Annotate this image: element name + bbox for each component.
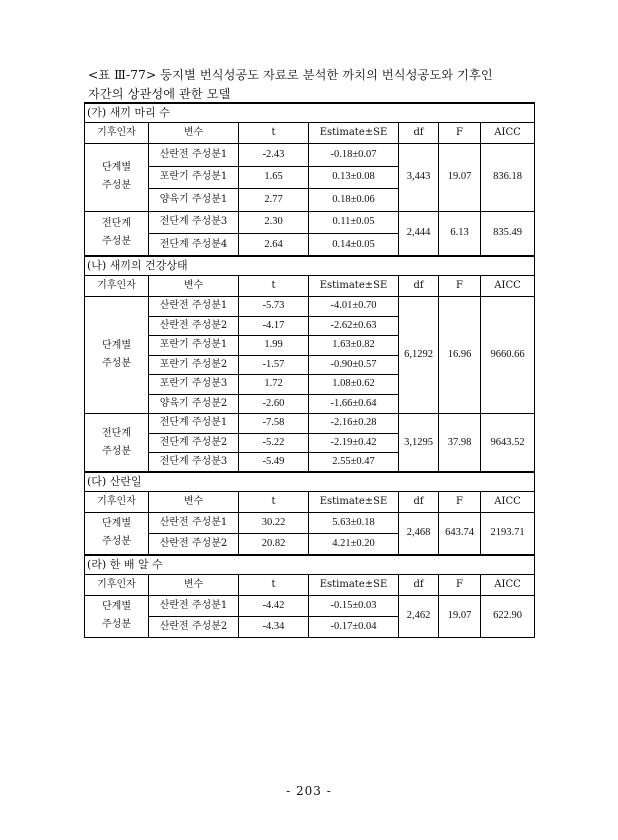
df-cell: 2,468: [399, 513, 439, 555]
df-cell: 3,1295: [399, 414, 439, 473]
column-header: t: [239, 276, 309, 297]
column-header: 변수: [149, 574, 239, 595]
factor-cell: [85, 211, 149, 256]
estimate-cell: 4.21±0.20: [309, 534, 399, 555]
variable-cell: 전단계 주성분1: [149, 414, 239, 434]
variable-cell: 전단계 주성분4: [149, 234, 239, 257]
header-row: [85, 123, 535, 144]
variable-cell: 양육기 주성분1: [149, 189, 239, 212]
factor-cell: [85, 414, 149, 473]
section-title: (나) 새끼의 건강상태: [85, 256, 535, 276]
table-caption: [88, 66, 538, 104]
column-header: df: [399, 574, 439, 595]
caption-line-1: <표 Ⅲ-77> 둥지별 번식성공도 자료로 분석한 까치의 번식성공도와 기후인: [88, 68, 493, 82]
variable-cell: 산란전 주성분1: [149, 144, 239, 167]
column-header: 변수: [149, 492, 239, 513]
estimate-cell: -0.90±0.57: [309, 355, 399, 375]
header-row: [85, 492, 535, 513]
table-row: [85, 144, 535, 167]
f-cell: 37.98: [439, 414, 481, 473]
factor-cell: [85, 595, 149, 637]
f-cell: 19.07: [439, 144, 481, 212]
t-cell: -5.73: [239, 297, 309, 317]
t-cell: 2.64: [239, 234, 309, 257]
column-header: AICC: [481, 123, 535, 144]
column-header: t: [239, 492, 309, 513]
section-title: (가) 새끼 마리 수: [85, 103, 535, 123]
column-header: 기후인자: [85, 123, 149, 144]
factor-cell: [85, 297, 149, 414]
t-cell: 30.22: [239, 513, 309, 534]
table-row: [85, 414, 535, 434]
t-cell: 1.65: [239, 166, 309, 189]
t-cell: -5.49: [239, 453, 309, 473]
column-header: AICC: [481, 574, 535, 595]
page-number: - 203 -: [286, 784, 332, 798]
estimate-cell: 1.08±0.62: [309, 375, 399, 395]
column-header: df: [399, 492, 439, 513]
variable-cell: 산란전 주성분2: [149, 616, 239, 637]
estimate-cell: -2.16±0.28: [309, 414, 399, 434]
header-row: [85, 276, 535, 297]
column-header: Estimate±SE: [309, 276, 399, 297]
estimate-cell: 5.63±0.18: [309, 513, 399, 534]
section-title-row: [85, 555, 535, 575]
column-header: AICC: [481, 492, 535, 513]
estimate-cell: -2.19±0.42: [309, 433, 399, 453]
factor-label: 주성분: [102, 236, 131, 248]
factor-label: 주성분: [102, 180, 131, 192]
variable-cell: 산란전 주성분2: [149, 534, 239, 555]
estimate-cell: -2.62±0.63: [309, 316, 399, 336]
variable-cell: 전단계 주성분2: [149, 433, 239, 453]
t-cell: 2.77: [239, 189, 309, 212]
f-cell: 19.07: [439, 595, 481, 637]
factor-label: 단계별: [102, 340, 131, 351]
estimate-cell: 0.11±0.05: [309, 211, 399, 234]
estimate-cell: 0.14±0.05: [309, 234, 399, 257]
section-title-row: [85, 256, 535, 276]
variable-cell: 포란기 주성분1: [149, 166, 239, 189]
t-cell: 1.72: [239, 375, 309, 395]
factor-label: 전단계: [102, 218, 131, 230]
table-row: [85, 211, 535, 234]
variable-cell: 전단계 주성분3: [149, 453, 239, 473]
factor-label: 주성분: [102, 619, 131, 630]
t-cell: -5.22: [239, 433, 309, 453]
aicc-cell: 835.49: [481, 211, 535, 256]
variable-cell: 산란전 주성분2: [149, 316, 239, 336]
table-row: [85, 595, 535, 616]
table-row: [85, 513, 535, 534]
column-header: 변수: [149, 123, 239, 144]
column-header: Estimate±SE: [309, 574, 399, 595]
column-header: df: [399, 276, 439, 297]
df-cell: 2,444: [399, 211, 439, 256]
estimate-cell: -0.17±0.04: [309, 616, 399, 637]
factor-cell: [85, 144, 149, 212]
factor-label: 단계별: [102, 518, 131, 530]
t-cell: 20.82: [239, 534, 309, 555]
factor-label: 주성분: [102, 445, 131, 457]
column-header: F: [439, 574, 481, 595]
header-row: [85, 574, 535, 595]
df-cell: 3,443: [399, 144, 439, 212]
factor-cell: [85, 513, 149, 555]
variable-cell: 전단계 주성분3: [149, 211, 239, 234]
aicc-cell: 2193.71: [481, 513, 535, 555]
section-title-row: [85, 103, 535, 123]
column-header: 기후인자: [85, 574, 149, 595]
t-cell: 2.30: [239, 211, 309, 234]
t-cell: 1.99: [239, 336, 309, 356]
results-table: [84, 102, 535, 638]
t-cell: -4.34: [239, 616, 309, 637]
caption-line-2: 자간의 상관성에 관한 모델: [88, 87, 231, 101]
section-title: (다) 산란일: [85, 472, 535, 492]
variable-cell: 포란기 주성분2: [149, 355, 239, 375]
variable-cell: 양육기 주성분2: [149, 394, 239, 414]
column-header: t: [239, 574, 309, 595]
df-cell: 6,1292: [399, 297, 439, 414]
column-header: F: [439, 492, 481, 513]
factor-label: 주성분: [102, 536, 131, 548]
estimate-cell: -0.18±0.07: [309, 144, 399, 167]
estimate-cell: -1.66±0.64: [309, 394, 399, 414]
factor-label: 단계별: [102, 162, 131, 174]
factor-label: 단계별: [102, 601, 131, 612]
column-header: F: [439, 276, 481, 297]
aicc-cell: 622.90: [481, 595, 535, 637]
column-header: 기후인자: [85, 276, 149, 297]
column-header: Estimate±SE: [309, 123, 399, 144]
column-header: df: [399, 123, 439, 144]
aicc-cell: 9643.52: [481, 414, 535, 473]
section-title: (라) 한 배 알 수: [85, 555, 535, 575]
f-cell: 6.13: [439, 211, 481, 256]
variable-cell: 산란전 주성분1: [149, 297, 239, 317]
aicc-cell: 9660.66: [481, 297, 535, 414]
f-cell: 643.74: [439, 513, 481, 555]
column-header: 기후인자: [85, 492, 149, 513]
column-header: Estimate±SE: [309, 492, 399, 513]
table-row: [85, 297, 535, 317]
estimate-cell: 0.18±0.06: [309, 189, 399, 212]
variable-cell: 포란기 주성분1: [149, 336, 239, 356]
t-cell: -1.57: [239, 355, 309, 375]
column-header: t: [239, 123, 309, 144]
factor-label: 주성분: [102, 358, 131, 369]
f-cell: 16.96: [439, 297, 481, 414]
estimate-cell: -4.01±0.70: [309, 297, 399, 317]
aicc-cell: 836.18: [481, 144, 535, 212]
variable-cell: 산란전 주성분1: [149, 513, 239, 534]
t-cell: -2.43: [239, 144, 309, 167]
column-header: AICC: [481, 276, 535, 297]
section-title-row: [85, 472, 535, 492]
estimate-cell: 0.13±0.08: [309, 166, 399, 189]
t-cell: -4.17: [239, 316, 309, 336]
variable-cell: 산란전 주성분1: [149, 595, 239, 616]
df-cell: 2,462: [399, 595, 439, 637]
column-header: F: [439, 123, 481, 144]
t-cell: -7.58: [239, 414, 309, 434]
variable-cell: 포란기 주성분3: [149, 375, 239, 395]
t-cell: -2.60: [239, 394, 309, 414]
estimate-cell: 2.55±0.47: [309, 453, 399, 473]
estimate-cell: 1.63±0.82: [309, 336, 399, 356]
factor-label: 전단계: [102, 427, 131, 439]
column-header: 변수: [149, 276, 239, 297]
t-cell: -4.42: [239, 595, 309, 616]
estimate-cell: -0.15±0.03: [309, 595, 399, 616]
